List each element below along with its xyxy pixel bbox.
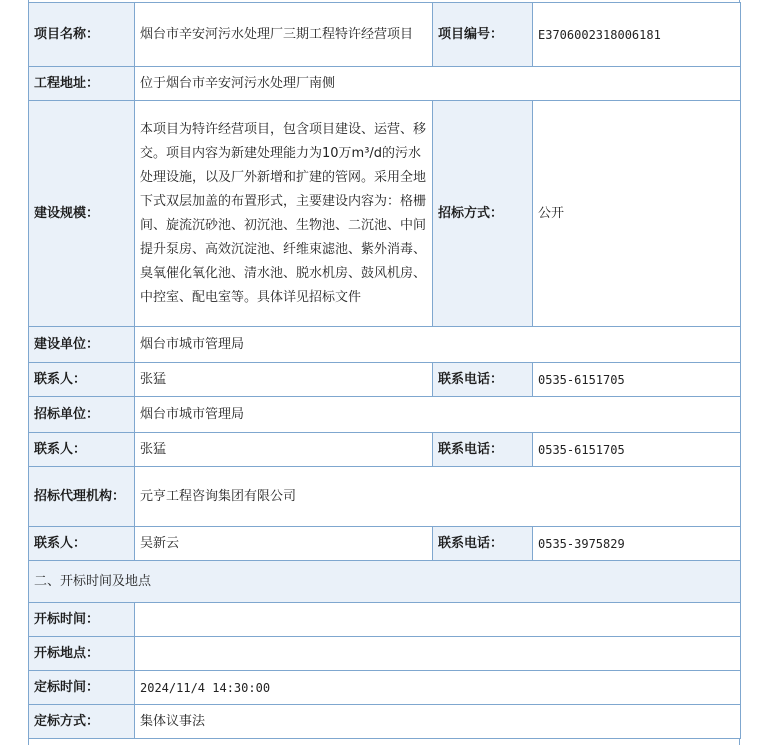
open-time-value (135, 603, 741, 637)
contact-label: 联系人： (29, 527, 135, 561)
agency-label: 招标代理机构： (29, 467, 135, 527)
decide-time-label: 定标时间： (29, 671, 135, 705)
phone-value: 0535-3975829 (533, 527, 741, 561)
table-row (29, 467, 741, 527)
open-place-label: 开标地点： (29, 637, 135, 671)
tenderer-value: 烟台市城市管理局 (135, 397, 741, 433)
project-code-label: 项目编号： (433, 3, 533, 67)
tenderer-label: 招标单位： (29, 397, 135, 433)
phone-value: 0535-6151705 (533, 433, 741, 467)
project-name-value: 烟台市辛安河污水处理厂三期工程特许经营项目 (135, 3, 433, 67)
table-row (29, 327, 741, 363)
scale-label: 建设规模： (29, 101, 135, 327)
phone-label: 联系电话： (433, 433, 533, 467)
tender-method-label: 招标方式： (433, 101, 533, 327)
phone-label: 联系电话： (433, 363, 533, 397)
decide-method-label: 定标方式： (29, 705, 135, 739)
table-row (29, 67, 741, 101)
agency-value: 元亨工程咨询集团有限公司 (135, 467, 741, 527)
table-row (29, 527, 741, 561)
table-row (29, 705, 741, 739)
table-row (29, 561, 741, 603)
contact-label: 联系人： (29, 433, 135, 467)
tender-method-value: 公开 (533, 101, 741, 327)
table-row (29, 637, 741, 671)
table-row (29, 397, 741, 433)
address-value: 位于烟台市辛安河污水处理厂南侧 (135, 67, 741, 101)
builder-value: 烟台市城市管理局 (135, 327, 741, 363)
contact-value: 张猛 (135, 363, 433, 397)
contact-value: 张猛 (135, 433, 433, 467)
project-code-value: E3706002318006181 (533, 3, 741, 67)
builder-label: 建设单位： (29, 327, 135, 363)
project-name-label: 项目名称： (29, 3, 135, 67)
table-row (29, 101, 741, 327)
open-place-value (135, 637, 741, 671)
contact-label: 联系人： (29, 363, 135, 397)
table-row (29, 3, 741, 67)
project-info-table (28, 2, 741, 739)
section-title: 二、开标时间及地点 (29, 561, 741, 603)
decide-method-value: 集体议事法 (135, 705, 741, 739)
scale-value: 本项目为特许经营项目，包含项目建设、运营、移交。项目内容为新建处理能力为10万m³/d的污水处理设施，以及厂外新增和扩建的管网。采用全地下式双层加盖的布置形式，主要建设内容为：格栅间、旋流沉砂池、初沉池、生物池、二沉池、中间提升泵房、高效沉淀池、纤维束滤池、紫外消毒、臭氧催化氧化池、清水池、脱水机房、鼓风机房、中控室、配电室等。具体详见招标文件 (135, 101, 433, 327)
phone-label: 联系电话： (433, 527, 533, 561)
phone-value: 0535-6151705 (533, 363, 741, 397)
decide-time-value: 2024/11/4 14:30:00 (135, 671, 741, 705)
address-label: 工程地址： (29, 67, 135, 101)
contact-value: 吴新云 (135, 527, 433, 561)
table-row (29, 433, 741, 467)
table-row (29, 603, 741, 637)
table-row (29, 363, 741, 397)
table-row (29, 671, 741, 705)
open-time-label: 开标时间： (29, 603, 135, 637)
